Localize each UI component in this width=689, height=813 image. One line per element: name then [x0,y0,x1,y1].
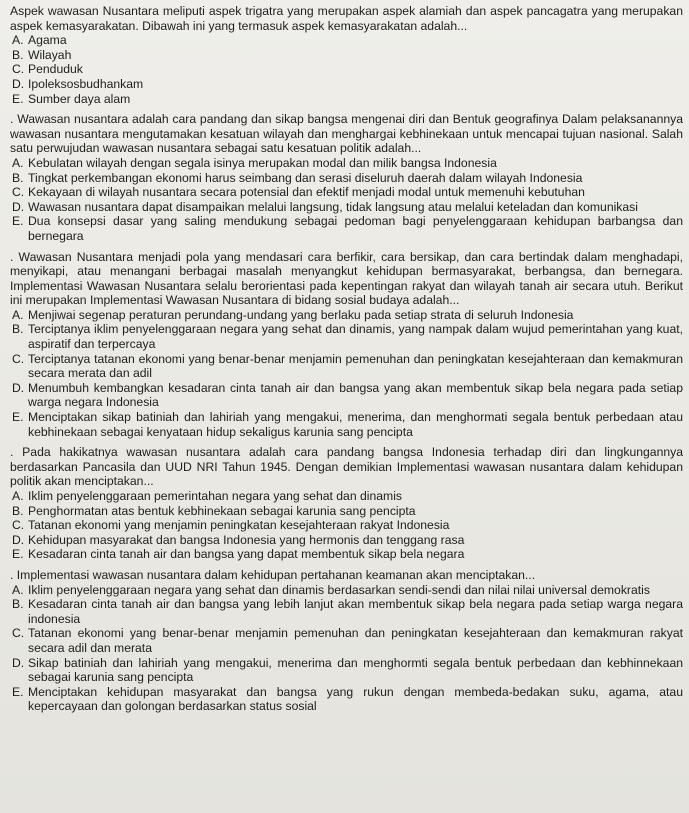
option-letter: B. [12,597,24,612]
option-letter: C. [12,351,25,366]
question-stem [10,445,683,489]
option-letter: A. [12,33,24,48]
option-text: Kesadaran cinta tanah air dan bangsa yang dapat membentuk sikap bela negara [28,547,465,562]
answer-options [10,308,683,439]
option-letter: B. [12,322,24,337]
option-text: Iklim penyelenggaraan negara yang sehat dan dinamis berdasarkan sendi-sendi dan nilai nilai universal demokratis [28,582,650,597]
answer-option [10,518,683,533]
question-stem [10,112,683,156]
option-letter: D. [12,655,25,670]
option-text: Wawasan nusantara dapat disampaikan melalui langsung, tidak langsung atau melalui keteladan dan komunikasi [28,199,638,214]
answer-option [10,583,683,598]
option-text: Kehidupan masyarakat dan bangsa Indonesia yang hermonis dan tenggang rasa [28,532,465,547]
answer-option [10,171,683,186]
answer-options [10,489,683,562]
question-block [10,112,683,243]
question-text: Pada hakikatnya wawasan nusantara adalah cara pandang bangsa Indonesia terhadap diri dan lingkungannya berdasarkan Pancasila dan UUD NRI Tahun 1945. Dengan demikian Implementasi wawasan nusantara dalam kehidupan politik akan menciptakan... [10,445,684,489]
answer-option [10,156,683,171]
answer-option [10,185,683,200]
option-letter: D. [12,199,25,214]
answer-option [10,77,683,92]
answer-options [10,33,683,106]
answer-option [10,48,683,63]
question-number: . [10,112,14,127]
option-text: Menciptakan sikap batiniah dan lahiriah yang mengakui, menerima, dan menghormati segala bentuk perbedaan atau kebhinekaan sebagai kenyataan hidup sekaligus karunia sang pencipta [28,410,683,439]
option-text: Kesadaran cinta tanah air dan bangsa yang lebih lanjut akan membentuk sikap bela negara pada setiap warga negara indonesia [28,597,683,626]
option-text: Tatanan ekonomi yang benar-benar menjamin pemenuhan dan peningkatan kesejahteraan dan kemakmuran rakyat secara adil dan merata [28,626,683,655]
question-number: . [10,249,14,264]
answer-option [10,308,683,323]
question-text: Implementasi wawasan nusantara dalam kehidupan pertahanan keamanan akan menciptakan... [16,567,536,582]
question-text: Wawasan nusantara adalah cara pandang dan sikap bangsa mengenai diri dan Bentuk geografinya Dalam pelaksanannya wawasan nusantara mengutamakan kesatuan wilayah dan menghargai kebhinekaan untuk mencapai tujuan nasional. Salah satu perwujudan wawasan nusantara sebagai satu kesatuan politik adalah... [10,112,683,156]
question-block [10,445,683,562]
option-text: Tingkat perkembangan ekonomi harus seimbang dan serasi diseluruh daerah dalam wilayah Indonesia [28,170,583,185]
option-text: Ipoleksosbudhankam [28,76,144,91]
option-text: Kebulatan wilayah dengan segala isinya merupakan modal dan milik bangsa Indonesia [28,155,497,170]
option-letter: D. [12,532,25,547]
answer-option [10,352,683,381]
answer-option [10,656,683,685]
question-list [10,4,683,714]
question-stem [10,4,683,33]
answer-option [10,597,683,626]
question-text: Wawasan Nusantara menjadi pola yang mendasari cara berfikir, cara bersikap, dan cara bertindak dalam menghadapi, menyikapi, atau menangani berbagai masalah menyangkut kehidupan bermasyarakat, berbangsa, dan bernegara. Implementasi Wawasan Nusantara selalu berorientasi pada kepentingan rakyat dan wilayah tanah air secara utuh. Berikut ini merupakan Implementasi Wawasan Nusantara di bidang sosial budaya adalah... [10,249,683,308]
answer-option [10,322,683,351]
answer-option [10,533,683,548]
answer-option [10,214,683,243]
answer-option [10,489,683,504]
option-letter: E. [12,410,24,425]
option-text: Sikap batiniah dan lahiriah yang mengakui, menerima dan menghormti segala bentuk perbedaan dan kebhinnekaan sebagai karunia sang pencipta [28,655,683,685]
option-text: Kekayaan di wilayah nusantara secara potensial dan efektif menjadi modal untuk memenuhi kebutuhan [28,185,585,200]
option-text: Dua konsepsi dasar yang saling mendukung sebagai pedoman bagi penyelenggaraan kehidupan barbangsa dan bernegara [28,214,683,243]
question-stem [10,568,683,583]
answer-option [10,410,683,439]
option-letter: E. [12,214,24,229]
option-letter: A. [12,582,24,597]
option-text: Penduduk [28,62,83,77]
question-block [10,4,683,106]
answer-option [10,33,683,48]
answer-option [10,685,683,714]
option-letter: C. [12,626,25,641]
question-block [10,568,683,714]
option-letter: E. [12,684,24,699]
option-text: Sumber daya alam [28,91,131,106]
option-letter: A. [12,155,24,170]
option-letter: D. [12,76,25,91]
option-text: Iklim penyelenggaraan pemerintahan negara yang sehat dan dinamis [28,489,402,503]
option-letter: B. [12,503,24,518]
answer-option [10,92,683,107]
option-letter: E. [12,91,24,106]
answer-option [10,381,683,410]
answer-option [10,626,683,655]
question-text: Aspek wawasan Nusantara meliputi aspek trigatra yang merupakan aspek alamiah dan aspek pancagatra yang merupakan aspek kemasyarakatan. Dibawah ini yang termasuk aspek kemasyarakatan adalah... [10,4,683,33]
option-letter: C. [12,62,25,77]
option-letter: B. [12,170,24,185]
option-text: Menjiwai segenap peraturan perundang-undang yang berlaku pada setiap strata di seluruh Indonesia [28,307,574,322]
question-block [10,250,683,440]
option-letter: C. [12,518,25,533]
option-letter: C. [12,185,25,200]
answer-option [10,62,683,77]
option-text: Agama [28,33,67,48]
answer-options [10,583,683,714]
option-text: Terciptanya iklim penyelenggaraan negara yang sehat dan dinamis, yang nampak dalam wujud pemerintahan yang kuat, aspiratif dan terpercaya [28,322,683,352]
answer-option [10,200,683,215]
question-stem [10,250,683,308]
question-number: . [10,567,14,582]
option-text: Terciptanya tatanan ekonomi yang benar-benar menjamin pemenuhan dan peningkatan kesejahteraan dan kemakmuran secara merata dan adil [28,351,683,381]
option-letter: D. [12,380,25,395]
option-text: Tatanan ekonomi yang menjamin peningkatan kesejahteraan rakyat Indonesia [28,518,450,533]
option-letter: E. [12,547,24,562]
option-text: Wilayah [28,47,72,62]
answer-options [10,156,683,244]
question-number: . [10,445,14,460]
option-text: Menciptakan kehidupan masyarakat dan bangsa yang rukun dengan membeda-bedakan suku, agama, atau kepercayaan dan golongan berdasarkan status sosial [28,684,683,714]
option-letter: B. [12,47,24,62]
answer-option [10,504,683,519]
answer-option [10,547,683,562]
option-text: Menumbuh kembangkan kesadaran cinta tanah air dan bangsa yang akan membentuk sikap bela negara pada setiap warga negara Indonesia [28,380,683,410]
option-letter: A. [12,307,24,322]
option-text: Penghormatan atas bentuk kebhinekaan sebagai karunia sang pencipta [28,503,416,518]
option-letter: A. [12,489,24,503]
